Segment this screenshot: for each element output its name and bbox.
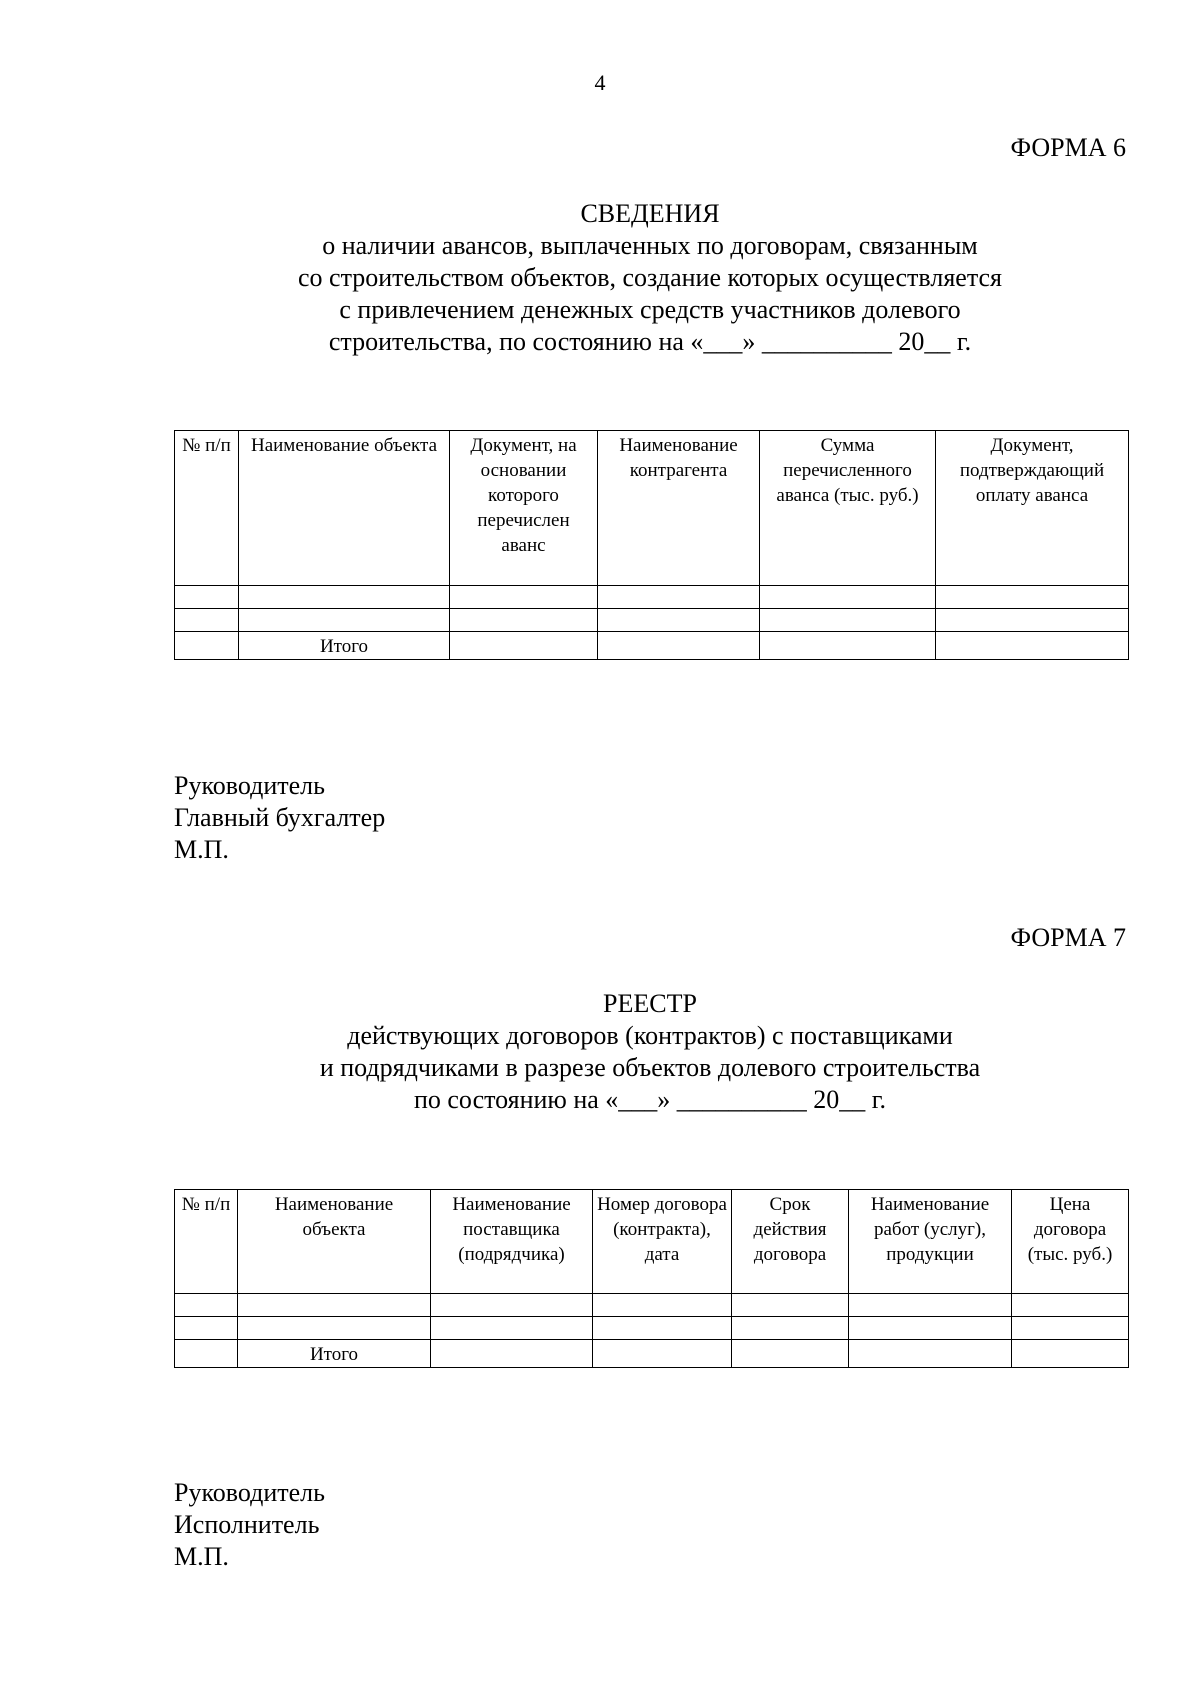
form6-label: ФОРМА 6	[1010, 133, 1126, 162]
table-cell	[936, 586, 1129, 609]
table-cell	[175, 586, 239, 609]
table-cell	[175, 1317, 238, 1340]
form6-subtitle-line: с привлечением денежных средств участников долевого	[339, 295, 961, 324]
table-cell	[450, 632, 598, 660]
table-row	[175, 586, 1129, 609]
form6-heading: СВЕДЕНИЯ	[580, 199, 720, 228]
table-cell	[431, 1317, 593, 1340]
table-cell	[598, 609, 760, 632]
table-row	[175, 1294, 1129, 1317]
table-cell	[238, 1294, 431, 1317]
table-cell	[598, 586, 760, 609]
column-header: Наименование работ (услуг), продукции	[849, 1190, 1012, 1294]
table-cell	[936, 632, 1129, 660]
table-row	[175, 609, 1129, 632]
table-cell	[732, 1294, 849, 1317]
table-cell	[1012, 1340, 1129, 1368]
column-header: Наименование поставщика (подрядчика)	[431, 1190, 593, 1294]
signature-line-chief-accountant: Главный бухгалтер	[174, 803, 386, 832]
form7-label: ФОРМА 7	[1010, 923, 1126, 952]
table-cell	[593, 1317, 732, 1340]
form6-table	[174, 430, 1129, 660]
table-cell	[593, 1294, 732, 1317]
column-header: Сумма перечисленного аванса (тыс. руб.)	[760, 431, 936, 586]
table-cell	[760, 609, 936, 632]
form6-subtitle-line: со строительством объектов, создание которых осуществляется	[298, 263, 1002, 292]
column-header: Наименование объекта	[238, 1190, 431, 1294]
column-header: № п/п	[175, 1190, 238, 1294]
seal-placeholder: М.П.	[174, 835, 229, 864]
column-header: Срок действия договора	[732, 1190, 849, 1294]
table-total-row	[175, 632, 1129, 660]
table-total-row	[175, 1340, 1129, 1368]
table-cell	[849, 1317, 1012, 1340]
column-header: Документ, на основании которого перечислен аванс	[450, 431, 598, 586]
table-cell	[175, 1340, 238, 1368]
form7-signatures	[174, 1477, 325, 1573]
table-cell	[760, 632, 936, 660]
column-header: № п/п	[175, 431, 239, 586]
table-row	[175, 1317, 1129, 1340]
form7-subtitle-line: и подрядчиками в разрезе объектов долевого строительства	[319, 1053, 981, 1082]
form6-signatures	[174, 770, 385, 866]
form7-table	[174, 1189, 1129, 1368]
table-header-row	[175, 431, 1129, 586]
form7-title-block	[174, 988, 1126, 1116]
table-cell	[1012, 1317, 1129, 1340]
table-cell	[239, 586, 450, 609]
table-cell	[849, 1294, 1012, 1317]
table-cell	[1012, 1294, 1129, 1317]
form7-heading: РЕЕСТР	[603, 989, 697, 1018]
table-cell	[732, 1340, 849, 1368]
column-header: Цена договора (тыс. руб.)	[1012, 1190, 1129, 1294]
table-cell	[175, 609, 239, 632]
table-cell	[598, 632, 760, 660]
table-cell	[450, 586, 598, 609]
column-header: Наименование контрагента	[598, 431, 760, 586]
seal-placeholder: М.П.	[174, 1542, 229, 1571]
table-cell	[175, 632, 239, 660]
signature-line-executor: Исполнитель	[174, 1510, 320, 1539]
page-number: 4	[594, 70, 606, 95]
form6-subtitle-line: о наличии авансов, выплаченных по договорам, связанным	[322, 231, 978, 260]
table-cell	[849, 1340, 1012, 1368]
table-cell	[175, 1294, 238, 1317]
table-cell	[239, 609, 450, 632]
table-cell	[760, 586, 936, 609]
form7-subtitle-line: действующих договоров (контрактов) с поставщиками	[347, 1021, 953, 1050]
total-label: Итого	[238, 1340, 431, 1368]
table-cell	[732, 1317, 849, 1340]
table-cell	[450, 609, 598, 632]
form6-subtitle-line: строительства, по состоянию на «___» __________ 20__ г.	[328, 327, 972, 356]
column-header: Номер договора (контракта), дата	[593, 1190, 732, 1294]
column-header: Документ, подтверждающий оплату аванса	[936, 431, 1129, 586]
table-cell	[593, 1340, 732, 1368]
signature-line-director: Руководитель	[174, 1478, 325, 1507]
table-cell	[238, 1317, 431, 1340]
column-header: Наименование объекта	[239, 431, 450, 586]
total-label: Итого	[239, 632, 450, 660]
signature-line-director: Руководитель	[174, 771, 325, 800]
form7-subtitle-line: по состоянию на «___» __________ 20__ г.	[413, 1085, 887, 1114]
table-cell	[431, 1340, 593, 1368]
table-header-row	[175, 1190, 1129, 1294]
form6-title-block	[174, 198, 1126, 358]
table-cell	[431, 1294, 593, 1317]
table-cell	[936, 609, 1129, 632]
